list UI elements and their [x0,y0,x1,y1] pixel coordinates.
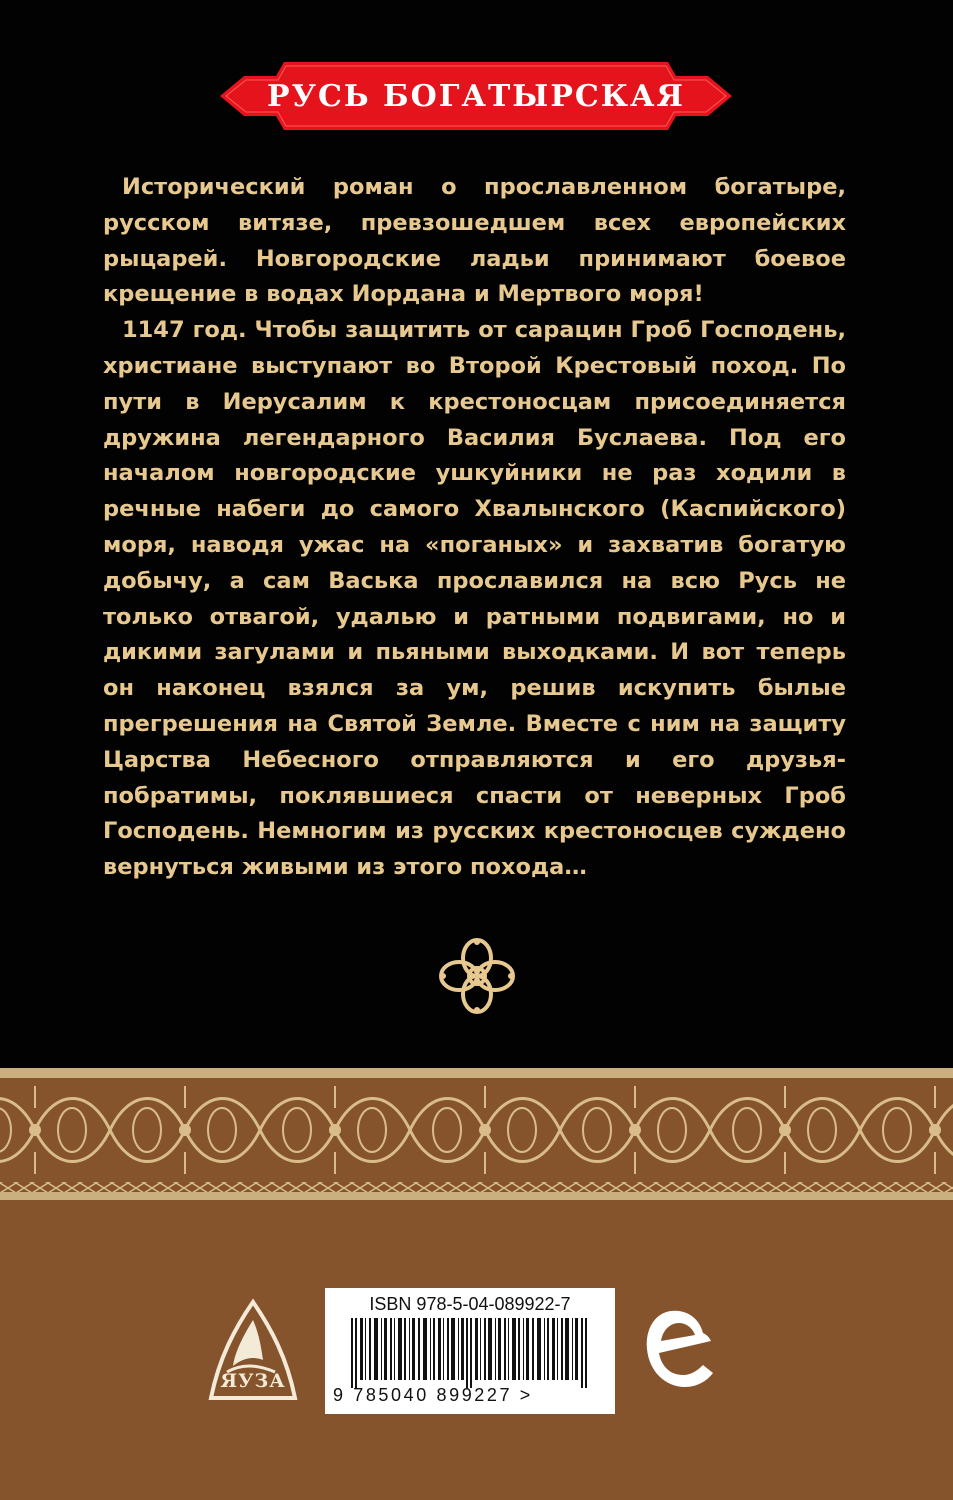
series-banner [220,62,732,130]
yauza-label: ЯУЗА [220,1370,286,1392]
ornament-band [0,1078,953,1192]
ornament-border-top [0,1068,953,1078]
celtic-knot-icon [435,934,519,1018]
isbn-block [325,1288,615,1414]
series-title: РУСЬ БОГАТЫРСКАЯ [267,78,685,114]
annotation-paragraph-2: 1147 год. Чтобы защитить от сарацин Гроб Господень, христиане выступают во Второй Крестовый поход. По пути в Иерусалим к крестоносцам присоединяется дружина легендарного Василия Буслаева. Под его началом новгородские ушкуйники не раз ходили в речные набеги до самого Хвалынского (Каспийского) моря, наводя ужас на «поганых» и захватив богатую добычу, а сам Васька прославился на всю Русь не только отвагой, удалью и ратными подвигами, но и дикими загулами и пьяными выходками. И вот теперь он наконец взялся за ум, решив искупить былые прегрешения на Святой Земле. Вместе с ним на защиту Царства Небесного отправляются и его друзья-побратимы, поклявшиеся спасти от неверных Гроб Господень. Немногим из русских крестоносцев суждено вернуться живыми из этого похода… [103,317,846,881]
isbn-digits: 9 785040 899227 > [333,1385,533,1405]
ornament-pattern [0,1078,953,1192]
barcode-icon [351,1318,589,1388]
book-annotation [103,170,846,886]
eksmo-e-icon [641,1303,717,1395]
ornament-border-bottom [0,1192,953,1200]
isbn-label: ISBN 978-5-04-089922-7 [369,1294,571,1314]
annotation-paragraph-1: Исторический роман о прославленном богатыре, русском витязе, превзошедшем всех европейских рыцарей. Новгородские ладьи принимают боевое крещение в водах Иордана и Мертвого моря! [103,174,846,308]
